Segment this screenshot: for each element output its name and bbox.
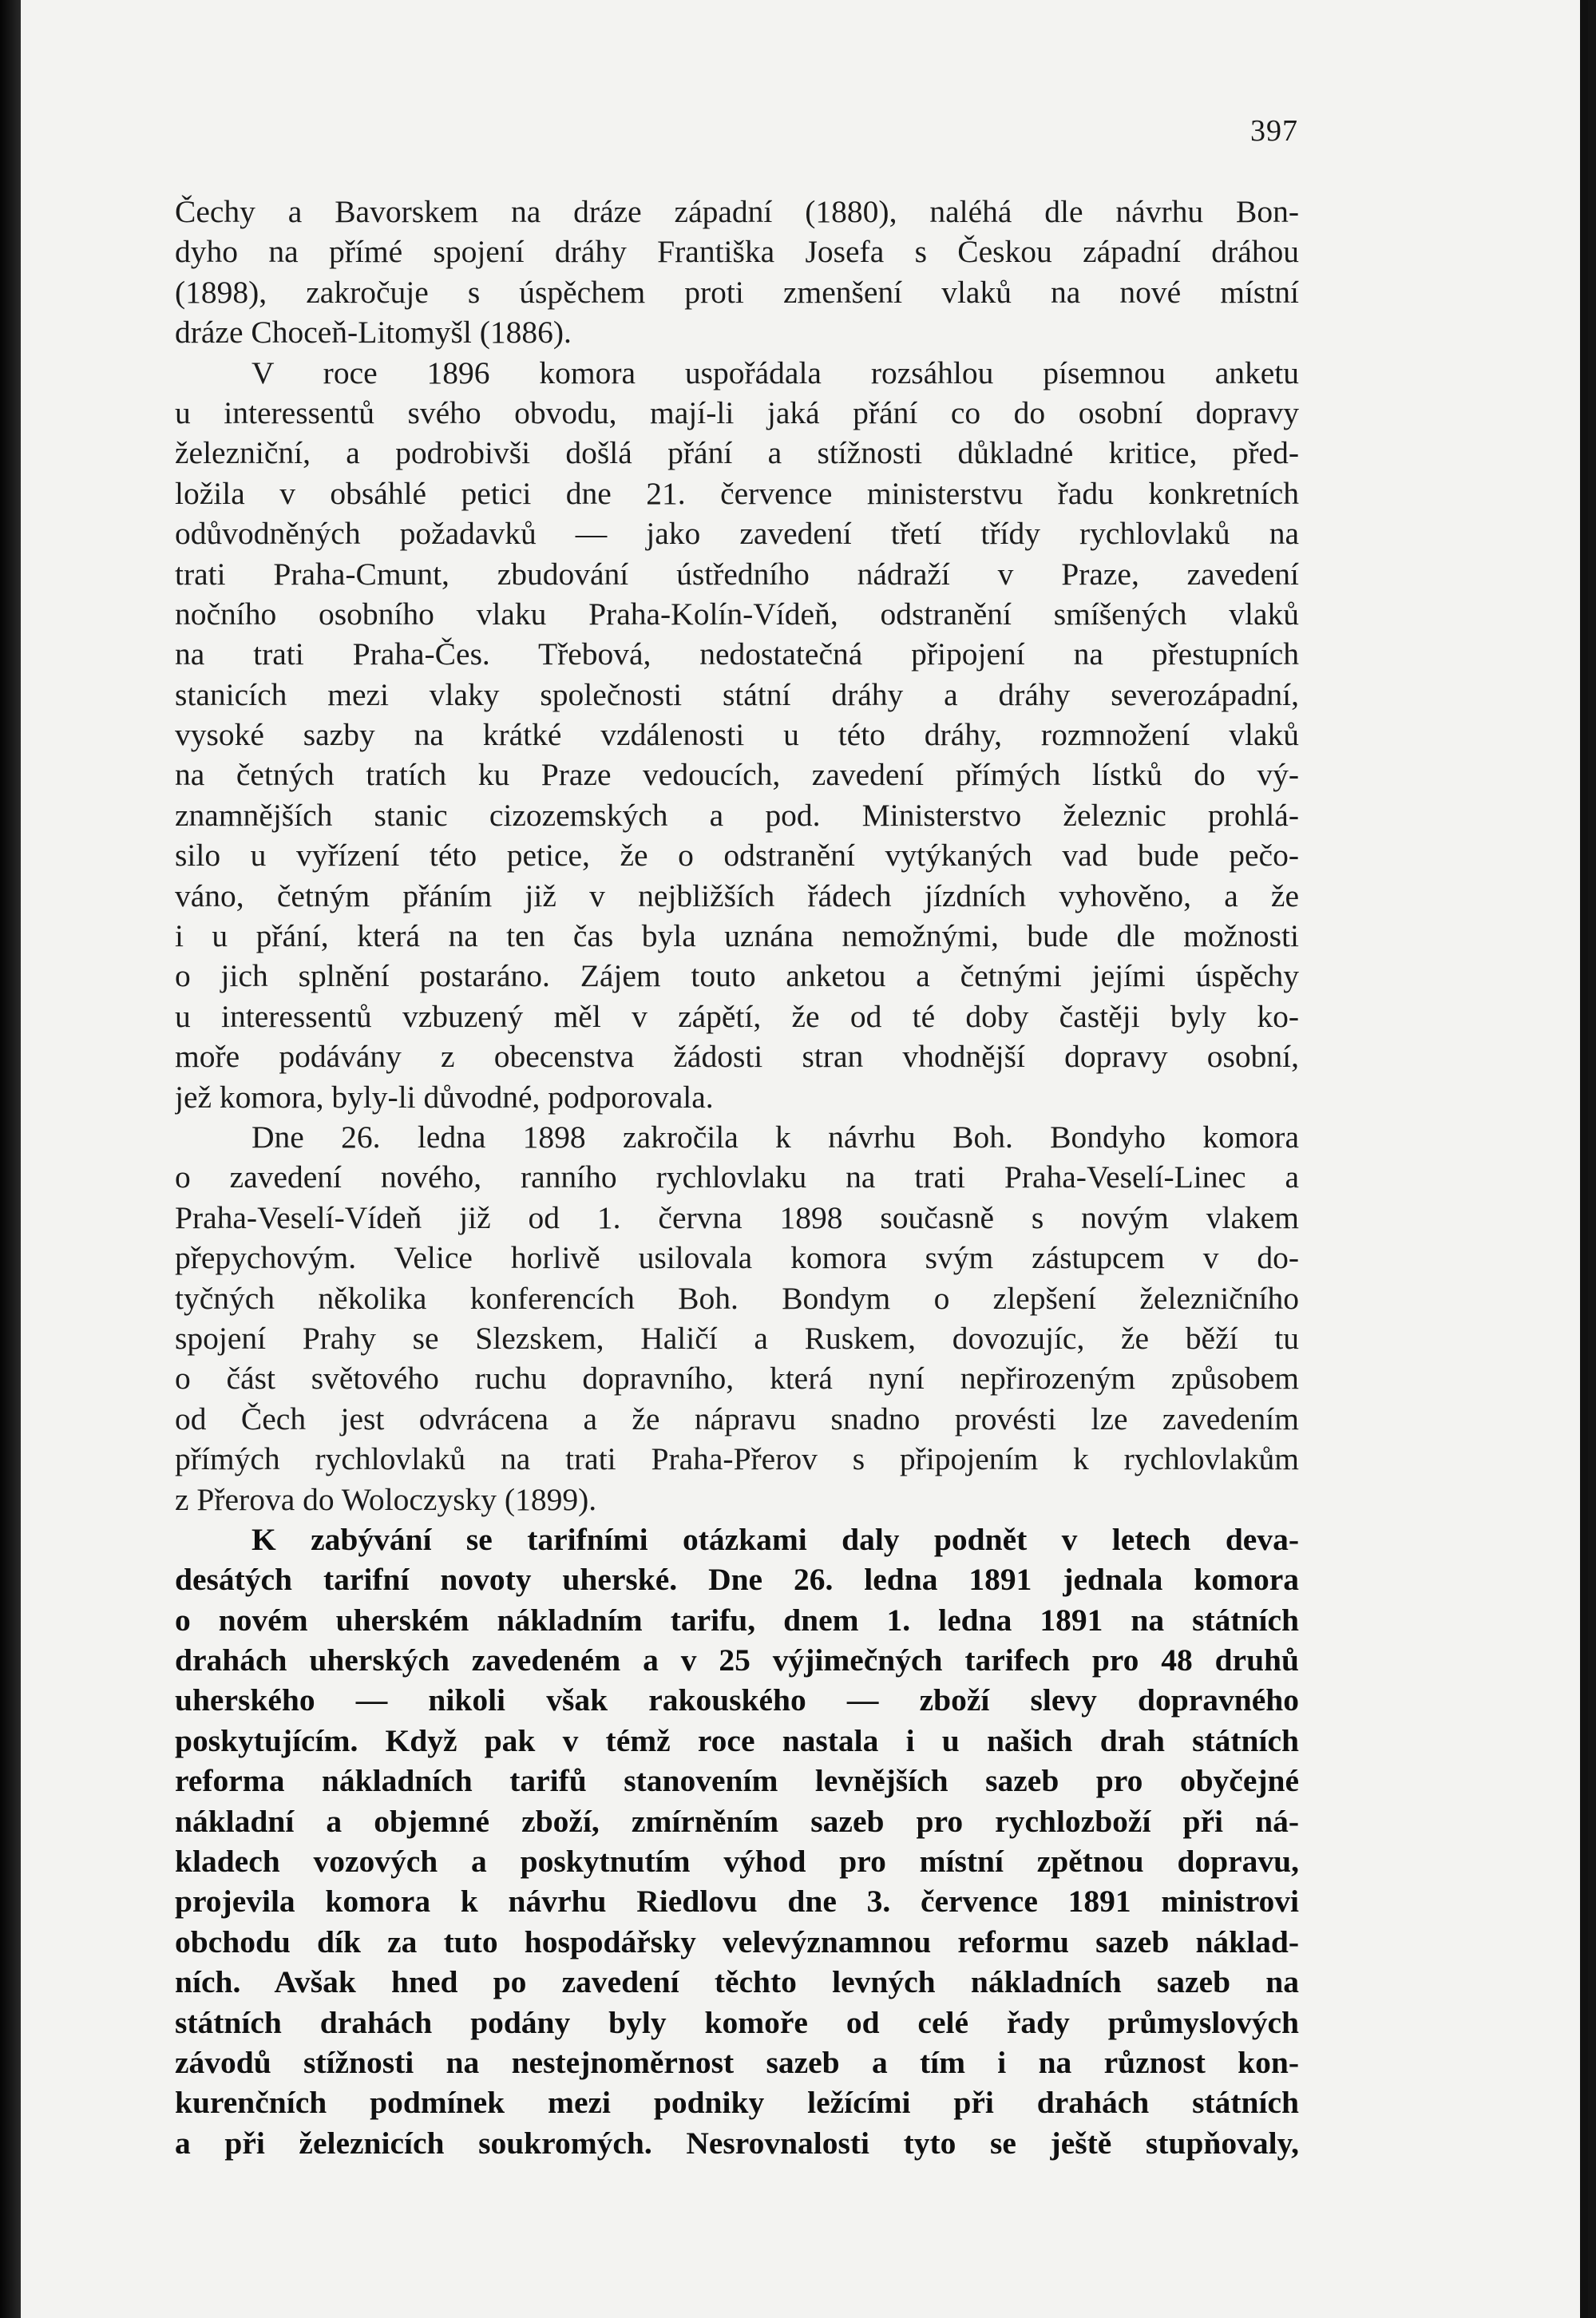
text-line: obchodu dík za tuto hospodářsky velevýznamnou reformu sazeb náklad-: [175, 1924, 1299, 1959]
text-line: Praha-Veselí-Vídeň již od 1. června 1898 současně s novým vlakem: [175, 1199, 1299, 1235]
text-line: uherského — nikoli však rakouského — zboží slevy dopravného: [175, 1682, 1299, 1718]
text-line: odůvodněných požadavků — jako zavedení třetí třídy rychlovlaků na: [175, 516, 1299, 552]
book-page: [21, 0, 1588, 2318]
body-text: [175, 192, 1299, 2163]
page-number: 397: [1250, 114, 1298, 148]
scan-binding-edge: [0, 0, 21, 2318]
text-line: o část světového ruchu dopravního, která nyní nepřirozeným způsobem: [175, 1361, 1299, 1397]
text-line: ních. Avšak hned po zavedení těchto levných nákladních sazeb na: [175, 1964, 1299, 2000]
text-line: trati Praha-Cmunt, zbudování ústředního nádraží v Praze, zavedení: [175, 556, 1299, 592]
text-line: vysoké sazby na krátké vzdálenosti u této dráhy, rozmnožení vlaků: [175, 717, 1299, 753]
paragraph: [175, 192, 1299, 353]
text-line: nočního osobního vlaku Praha-Kolín-Vídeň, odstranění smíšených vlaků: [175, 596, 1299, 632]
text-line: kladech vozových a poskytnutím výhod pro místní zpětnou dopravu,: [175, 1844, 1299, 1880]
text-line: moře podávány z obecenstva žádosti stran vhodnější dopravy osobní,: [175, 1039, 1299, 1075]
text-line: projevila komora k návrhu Riedlovu dne 3. července 1891 ministrovi: [175, 1884, 1299, 1920]
text-line: K zabývání se tarifními otázkami daly podnět v letech deva-: [251, 1521, 1299, 1557]
text-line: o jich splnění postaráno. Zájem touto anketou a četnými jejími úspěchy: [175, 958, 1299, 994]
text-line: státních drahách podány byly komoře od celé řady průmyslových: [175, 2004, 1299, 2040]
text-line: tyčných několika konferencích Boh. Bondym o zlepšení železničního: [175, 1280, 1299, 1316]
page-right-edge: [1580, 0, 1588, 2318]
text-line: závodů stížnosti na nestejnoměrnost sazeb a tím i na různost kon-: [175, 2044, 1299, 2080]
text-line: silo u vyřízení této petice, že o odstranění vytýkaných vad bude pečo-: [175, 838, 1299, 874]
text-line: kurenčních podmínek mezi podniky ležícími při drahách státních: [175, 2085, 1299, 2121]
text-line: ložila v obsáhlé petici dne 21. července ministerstvu řadu konkretních: [175, 475, 1299, 511]
text-line: reforma nákladních tarifů stanovením levnějších sazeb pro obyčejné: [175, 1763, 1299, 1799]
text-line: V roce 1896 komora uspořádala rozsáhlou písemnou anketu: [251, 355, 1299, 390]
text-line: železniční, a podrobivši došlá přání a stížnosti důkladné kritice, před-: [175, 435, 1299, 471]
text-line: Čechy a Bavorskem na dráze západní (1880), naléhá dle návrhu Bon-: [175, 194, 1299, 229]
text-line: i u přání, která na ten čas byla uznána nemožnými, bude dle možnosti: [175, 918, 1299, 954]
text-line: nákladní a objemné zboží, zmírněním sazeb pro rychlozboží při ná-: [175, 1803, 1299, 1839]
text-line: na trati Praha-Čes. Třebová, nedostatečná připojení na přestupních: [175, 636, 1299, 672]
text-line: váno, četným přáním již v nejbližších řádech jízdních vyhověno, a že: [175, 878, 1299, 913]
text-line: přepychovým. Velice horlivě usilovala komora svým zástupcem v do-: [175, 1240, 1299, 1276]
paragraph: [175, 1520, 1299, 2163]
text-line: přímých rychlovlaků na trati Praha-Přerov s připojením k rychlovlakům: [175, 1441, 1299, 1477]
text-line: u interessentů vzbuzený měl v zápětí, že od té doby častěji byly ko-: [175, 998, 1299, 1034]
paragraph: [175, 1117, 1299, 1520]
text-line: a při železnicích soukromých. Nesrovnalosti tyto se ještě stupňovaly,: [175, 2125, 1299, 2161]
text-line: o zavedení nového, ranního rychlovlaku na trati Praha-Veselí-Linec a: [175, 1159, 1299, 1195]
text-line: znamnějších stanic cizozemských a pod. Ministerstvo železnic prohlá-: [175, 797, 1299, 833]
text-line: (1898), zakročuje s úspěchem proti zmenšení vlaků na nové místní: [175, 274, 1299, 310]
paragraph: [175, 353, 1299, 1117]
text-line: o novém uherském nákladním tarifu, dnem 1. ledna 1891 na státních: [175, 1602, 1299, 1638]
text-line: stanicích mezi vlaky společnosti státní dráhy a dráhy severozápadní,: [175, 676, 1299, 712]
text-line: drahách uherských zavedeném a v 25 výjimečných tarifech pro 48 druhů: [175, 1642, 1299, 1678]
text-line: z Přerova do Woloczysky (1899).: [175, 1481, 597, 1517]
text-line: Dne 26. ledna 1898 zakročila k návrhu Boh. Bondyho komora: [251, 1119, 1299, 1155]
text-line: u interessentů svého obvodu, mají-li jaká přání co do osobní dopravy: [175, 394, 1299, 430]
text-line: na četných tratích ku Praze vedoucích, zavedení přímých lístků do vý-: [175, 757, 1299, 793]
text-line: desátých tarifní novoty uherské. Dne 26. ledna 1891 jednala komora: [175, 1562, 1299, 1598]
text-line: dráze Choceň-Litomyšl (1886).: [175, 315, 572, 351]
text-line: poskytujícím. Když pak v témž roce nastala i u našich drah státních: [175, 1722, 1299, 1758]
text-line: dyho na přímé spojení dráhy Františka Josefa s Českou západní dráhou: [175, 234, 1299, 270]
text-line: od Čech jest odvrácena a že nápravu snadno provésti lze zavedením: [175, 1401, 1299, 1436]
text-line: jež komora, byly-li důvodné, podporovala.: [175, 1079, 714, 1115]
text-line: spojení Prahy se Slezskem, Haličí a Ruskem, dovozujíc, že běží tu: [175, 1320, 1299, 1356]
